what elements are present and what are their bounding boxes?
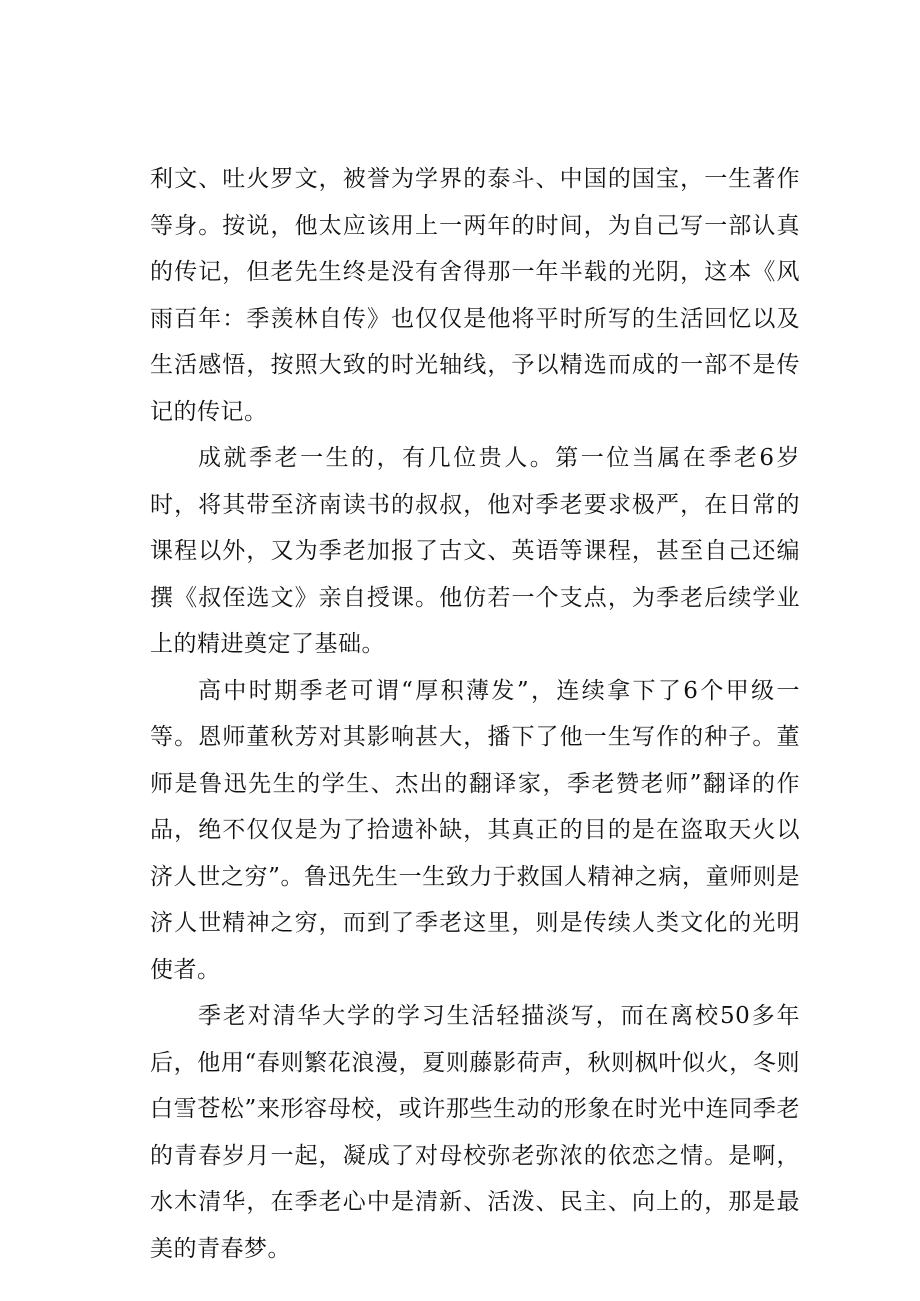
paragraph-2: 成就季老一生的，有几位贵人。第一位当属在季老6岁时，将其带至济南读书的叔叔，他对季老要求极严，在日常的课程以外，又为季老加报了古文、英语等课程，甚至自己还编撰《叔侄选文》亲自授课。他仿若一个支点，为季老后续学业上的精进奠定了基础。 (150, 445, 800, 657)
paragraph-4: 季老对清华大学的学习生活轻描淡写，而在离校50多年后，他用“春则繁花浪漫，夏则藤影荷声，秋则枫叶似火，冬则白雪苍松”来形容母校，或许那些生动的形象在时光中连同季老的青春岁月一起，凝成了对母校弥老弥浓的依恋之情。是啊，水木清华，在季老心中是清新、活泼、民主、向上的，那是最美的青春梦。 (150, 1003, 800, 1262)
paragraph-3: 高中时期季老可谓“厚积薄发”，连续拿下了6个甲级一等。恩师董秋芳对其影响甚大，播下了他一生写作的种子。董师是鲁迅先生的学生、杰出的翻译家，季老赞老师”翻译的作品，绝不仅仅是为了拾遗补缺，其真正的目的是在盗取天火以济人世之穷”。鲁迅先生一生致力于救国人精神之病，童师则是济人世精神之穷，而到了季老这里，则是传续人类文化的光明使者。 (150, 677, 800, 983)
document-body (150, 156, 800, 1272)
paragraph-1: 利文、吐火罗文，被誉为学界的泰斗、中国的国宝，一生著作等身。按说，他太应该用上一两年的时间，为自己写一部认真的传记，但老先生终是没有舍得那一年半载的光阴，这本《风雨百年：季羡林自传》也仅仅是他将平时所写的生活回忆以及生活感悟，按照大致的时光轴线，予以精选而成的一部不是传记的传记。 (150, 166, 800, 425)
